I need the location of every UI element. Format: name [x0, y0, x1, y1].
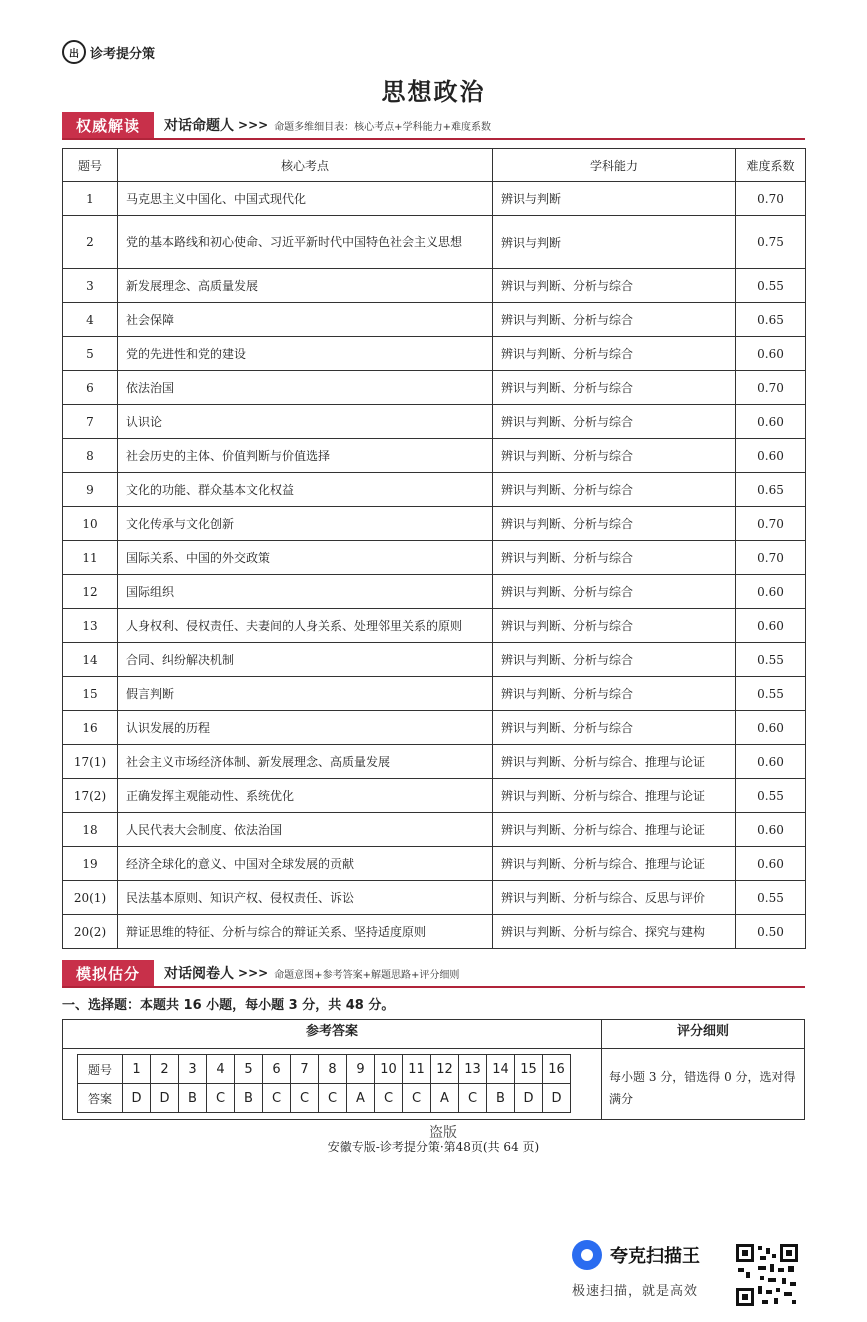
table-row: [63, 915, 806, 949]
answer-key-cell: B: [179, 1084, 207, 1113]
answer-number-cell: 10: [375, 1055, 403, 1084]
row-ability: 辨识与判断、分析与综合: [493, 269, 736, 303]
row-num: 1: [63, 182, 118, 216]
row-difficulty: 0.60: [736, 813, 806, 847]
row-difficulty: 0.60: [736, 337, 806, 371]
table-header-row: [63, 149, 806, 182]
row-num: 6: [63, 371, 118, 405]
row-difficulty: 0.60: [736, 575, 806, 609]
row-ability: 辨识与判断、分析与综合: [493, 507, 736, 541]
row-difficulty: 0.50: [736, 915, 806, 949]
row-num: 17(2): [63, 779, 118, 813]
row-topic: 认识发展的历程: [118, 711, 493, 745]
answer-number-cell: 2: [151, 1055, 179, 1084]
row-topic: 新发展理念、高质量发展: [118, 269, 493, 303]
table-row: [63, 609, 806, 643]
scoring-header: 评分细则: [676, 1024, 729, 1039]
answer-key-cell: C: [263, 1084, 291, 1113]
answer-number-cell: 16: [543, 1055, 571, 1084]
table-row: [63, 439, 806, 473]
divider: [602, 1048, 804, 1049]
row-num: 10: [63, 507, 118, 541]
answer-number-row: [78, 1055, 571, 1084]
answer-key-cell: B: [235, 1084, 263, 1113]
section-header-1: [62, 112, 805, 138]
row-topic: 国际关系、中国的外交政策: [118, 541, 493, 575]
row-ability: 辨识与判断、分析与综合: [493, 609, 736, 643]
row-topic: 文化传承与文化创新: [118, 507, 493, 541]
row-difficulty: 0.55: [736, 779, 806, 813]
row-ability: 辨识与判断、分析与综合、探究与建构: [493, 915, 736, 949]
section-subtitle: 命题多维细目表：核心考点+学科能力+难度系数: [274, 121, 491, 133]
divider: [63, 1048, 601, 1049]
answer-key-table: [77, 1054, 571, 1113]
row-num: 12: [63, 575, 118, 609]
row-topic: 国际组织: [118, 575, 493, 609]
table-row: [63, 182, 806, 216]
section-subtitle: 命题意图+参考答案+解题思路+评分细则: [274, 969, 460, 981]
table-body: [63, 182, 806, 949]
row-num: 11: [63, 541, 118, 575]
answer-key-cell: C: [207, 1084, 235, 1113]
table-row: [63, 541, 806, 575]
row-topic: 假言判断: [118, 677, 493, 711]
row-difficulty: 0.70: [736, 182, 806, 216]
row-difficulty: 0.70: [736, 507, 806, 541]
section-divider: [62, 138, 805, 140]
table-row: [63, 677, 806, 711]
section-tag: 模拟估分: [62, 960, 154, 986]
section-arrows: >>>: [238, 118, 269, 132]
section-arrows: >>>: [238, 966, 269, 980]
answer-num-label: 题号: [78, 1055, 123, 1084]
watermark: 盗版: [429, 1125, 457, 1141]
row-ability: 辨识与判断、分析与综合: [493, 643, 736, 677]
table-row: [63, 711, 806, 745]
brand-name: 诊考提分策: [90, 46, 156, 62]
answer-key-cell: D: [515, 1084, 543, 1113]
table-row: [63, 269, 806, 303]
row-ability: 辨识与判断: [493, 182, 736, 216]
row-difficulty: 0.55: [736, 643, 806, 677]
answer-number-cell: 7: [291, 1055, 319, 1084]
answer-key-cell: B: [487, 1084, 515, 1113]
answer-key-cell: C: [403, 1084, 431, 1113]
row-difficulty: 0.55: [736, 677, 806, 711]
row-topic: 合同、纠纷解决机制: [118, 643, 493, 677]
answer-number-cell: 4: [207, 1055, 235, 1084]
row-ability: 辨识与判断、分析与综合: [493, 575, 736, 609]
row-difficulty: 0.65: [736, 473, 806, 507]
table-row: [63, 813, 806, 847]
table-row: [63, 745, 806, 779]
row-ability: 辨识与判断、分析与综合: [493, 303, 736, 337]
row-difficulty: 0.70: [736, 371, 806, 405]
row-topic: 经济全球化的意义、中国对全球发展的贡献: [118, 847, 493, 881]
answer-number-cell: 3: [179, 1055, 207, 1084]
table-row: [63, 575, 806, 609]
answer-number-cell: 12: [431, 1055, 459, 1084]
row-topic: 文化的功能、群众基本文化权益: [118, 473, 493, 507]
row-ability: 辨识与判断、分析与综合: [493, 711, 736, 745]
row-topic: 党的基本路线和初心使命、习近平新时代中国特色社会主义思想: [118, 216, 493, 269]
header-difficulty: 难度系数: [736, 149, 806, 182]
table-row: [63, 507, 806, 541]
exam-spec-table: [62, 148, 806, 949]
row-ability: 辨识与判断、分析与综合: [493, 473, 736, 507]
row-ability: 辨识与判断、分析与综合: [493, 677, 736, 711]
page-footer: 安徽专版-诊考提分策·第48页(共 64 页): [327, 1140, 540, 1154]
row-num: 7: [63, 405, 118, 439]
table-row: [63, 303, 806, 337]
answer-key-cell: D: [543, 1084, 571, 1113]
table-row: [63, 881, 806, 915]
row-ability: 辨识与判断、分析与综合、推理与论证: [493, 745, 736, 779]
row-difficulty: 0.60: [736, 405, 806, 439]
answer-key-cell: C: [319, 1084, 347, 1113]
row-num: 16: [63, 711, 118, 745]
row-topic: 社会历史的主体、价值判断与价值选择: [118, 439, 493, 473]
answer-box: [62, 1019, 805, 1120]
scanner-brand: [572, 1240, 700, 1299]
answer-key-cell: C: [375, 1084, 403, 1113]
row-topic: 马克思主义中国化、中国式现代化: [118, 182, 493, 216]
row-num: 4: [63, 303, 118, 337]
row-num: 17(1): [63, 745, 118, 779]
header-topic: 核心考点: [118, 149, 493, 182]
answer-key-cell: C: [459, 1084, 487, 1113]
page-title: 思想政治: [381, 78, 486, 106]
answer-key-cell: A: [431, 1084, 459, 1113]
brand: [62, 40, 155, 64]
answer-number-cell: 15: [515, 1055, 543, 1084]
scanner-slogan: 极速扫描，就是高效: [572, 1284, 699, 1299]
scanner-logo: [572, 1240, 700, 1270]
row-difficulty: 0.55: [736, 881, 806, 915]
scanner-icon: [572, 1240, 602, 1270]
table-row: [63, 337, 806, 371]
answer-number-cell: 11: [403, 1055, 431, 1084]
table-row: [63, 847, 806, 881]
row-ability: 辨识与判断、分析与综合: [493, 337, 736, 371]
row-ability: 辨识与判断、分析与综合: [493, 439, 736, 473]
answer-number-cell: 9: [347, 1055, 375, 1084]
row-num: 20(1): [63, 881, 118, 915]
row-topic: 正确发挥主观能动性、系统优化: [118, 779, 493, 813]
answer-key-row: [78, 1084, 571, 1113]
row-num: 3: [63, 269, 118, 303]
row-ability: 辨识与判断、分析与综合、推理与论证: [493, 847, 736, 881]
row-difficulty: 0.75: [736, 216, 806, 269]
row-ability: 辨识与判断、分析与综合、推理与论证: [493, 779, 736, 813]
row-topic: 辩证思维的特征、分析与综合的辩证关系、坚持适度原则: [118, 915, 493, 949]
answer-key-cell: C: [291, 1084, 319, 1113]
answer-key-panel: [63, 1020, 602, 1119]
answer-number-cell: 8: [319, 1055, 347, 1084]
table-row: [63, 779, 806, 813]
row-topic: 人民代表大会制度、依法治国: [118, 813, 493, 847]
table-row: [63, 405, 806, 439]
row-num: 19: [63, 847, 118, 881]
answer-key-cell: D: [151, 1084, 179, 1113]
row-num: 8: [63, 439, 118, 473]
row-difficulty: 0.60: [736, 609, 806, 643]
answer-number-cell: 5: [235, 1055, 263, 1084]
table-row: [63, 473, 806, 507]
section-tag: 权威解读: [62, 112, 154, 138]
row-difficulty: 0.60: [736, 745, 806, 779]
row-num: 15: [63, 677, 118, 711]
row-num: 18: [63, 813, 118, 847]
scoring-text: 每小题 3 分，错选得 0 分，选对得满分: [609, 1070, 796, 1106]
row-ability: 辨识与判断: [493, 216, 736, 269]
brand-logo-icon: 出: [62, 40, 86, 64]
row-num: 2: [63, 216, 118, 269]
row-topic: 人身权利、侵权责任、夫妻间的人身关系、处理邻里关系的原则: [118, 609, 493, 643]
section-divider: [62, 986, 805, 988]
table-row: [63, 643, 806, 677]
answer-key-header: 参考答案: [305, 1024, 358, 1039]
row-topic: 社会保障: [118, 303, 493, 337]
row-num: 13: [63, 609, 118, 643]
section-header-2: [62, 960, 805, 986]
answer-number-cell: 14: [487, 1055, 515, 1084]
row-ability: 辨识与判断、分析与综合: [493, 371, 736, 405]
row-num: 20(2): [63, 915, 118, 949]
section-title: 对话阅卷人: [164, 966, 235, 982]
answer-number-cell: 6: [263, 1055, 291, 1084]
answer-key-cell: A: [347, 1084, 375, 1113]
qr-code-icon: [734, 1242, 800, 1308]
row-topic: 认识论: [118, 405, 493, 439]
answer-number-cell: 13: [459, 1055, 487, 1084]
header-ability: 学科能力: [493, 149, 736, 182]
row-topic: 民法基本原则、知识产权、侵权责任、诉讼: [118, 881, 493, 915]
row-num: 5: [63, 337, 118, 371]
section-title: 对话命题人: [164, 118, 235, 134]
row-difficulty: 0.60: [736, 439, 806, 473]
scanner-name: 夸克扫描王: [610, 1246, 700, 1267]
row-ability: 辨识与判断、分析与综合: [493, 541, 736, 575]
table-row: [63, 216, 806, 269]
row-num: 9: [63, 473, 118, 507]
header-num: 题号: [63, 149, 118, 182]
question-instructions: 一、选择题：本题共 16 小题，每小题 3 分，共 48 分。: [62, 998, 395, 1013]
row-topic: 党的先进性和党的建设: [118, 337, 493, 371]
row-topic: 社会主义市场经济体制、新发展理念、高质量发展: [118, 745, 493, 779]
row-ability: 辨识与判断、分析与综合、推理与论证: [493, 813, 736, 847]
row-topic: 依法治国: [118, 371, 493, 405]
row-ability: 辨识与判断、分析与综合、反思与评价: [493, 881, 736, 915]
row-difficulty: 0.60: [736, 711, 806, 745]
row-difficulty: 0.55: [736, 269, 806, 303]
answer-key-cell: D: [123, 1084, 151, 1113]
answer-key-label: 答案: [78, 1084, 123, 1113]
row-difficulty: 0.70: [736, 541, 806, 575]
row-num: 14: [63, 643, 118, 677]
row-ability: 辨识与判断、分析与综合: [493, 405, 736, 439]
row-difficulty: 0.60: [736, 847, 806, 881]
row-difficulty: 0.65: [736, 303, 806, 337]
answer-number-cell: 1: [123, 1055, 151, 1084]
table-row: [63, 371, 806, 405]
